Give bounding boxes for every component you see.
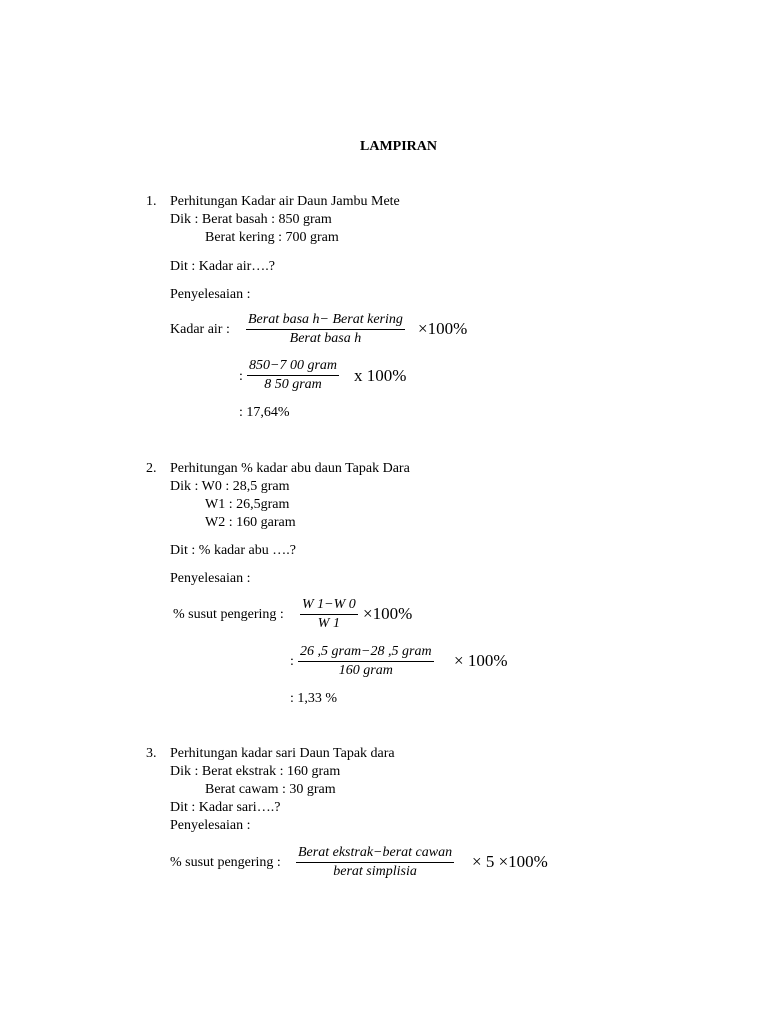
fraction-denominator: 8 50 gram: [264, 377, 322, 392]
known-line: Dik : Berat basah : 850 gram: [170, 212, 332, 227]
solution-label: Penyelesaian :: [170, 818, 251, 833]
fraction-numerator: 850−7 00 gram: [249, 358, 338, 373]
known-line: W2 : 160 garam: [205, 515, 296, 530]
fraction-formula: [296, 845, 454, 880]
fraction-denominator: Berat basa h: [289, 331, 362, 346]
multiplier: ×100%: [363, 604, 413, 623]
section-number: 2.: [146, 461, 157, 476]
multiplier: ×100%: [418, 319, 468, 338]
fraction-numerator: Berat basa h− Berat kering: [248, 312, 403, 327]
fraction-substitution: [298, 644, 434, 679]
fraction-numerator: Berat ekstrak−berat cawan: [298, 845, 453, 860]
formula-label: % susut pengering :: [173, 607, 284, 622]
known-line: Berat cawam : 30 gram: [205, 782, 336, 797]
fraction-denominator: W 1: [317, 616, 340, 631]
known-line: W1 : 26,5gram: [205, 497, 290, 512]
solution-label: Penyelesaian :: [170, 287, 251, 302]
known-line: Dik : Berat ekstrak : 160 gram: [170, 764, 341, 779]
page-title: LAMPIRAN: [360, 139, 437, 154]
multiplier: × 5 ×100%: [472, 852, 548, 871]
multiplier: x 100%: [354, 366, 407, 385]
known-line: Dik : W0 : 28,5 gram: [170, 479, 290, 494]
colon: :: [290, 654, 294, 669]
section-heading: Perhitungan % kadar abu daun Tapak Dara: [170, 461, 410, 476]
solution-label: Penyelesaian :: [170, 571, 251, 586]
section-number: 3.: [146, 746, 157, 761]
result: : 17,64%: [239, 405, 290, 420]
fraction-substitution: [247, 358, 339, 393]
fraction-formula: [246, 312, 405, 347]
section-number: 1.: [146, 194, 157, 209]
colon: :: [239, 369, 243, 384]
section-heading: Perhitungan kadar sari Daun Tapak dara: [170, 746, 395, 761]
question-line: Dit : % kadar abu ….?: [170, 543, 296, 558]
section-heading: Perhitungan Kadar air Daun Jambu Mete: [170, 194, 400, 209]
formula-label: % susut pengering :: [170, 855, 281, 870]
question-line: Dit : Kadar sari….?: [170, 800, 281, 815]
known-line: Berat kering : 700 gram: [205, 230, 339, 245]
result: : 1,33 %: [290, 691, 338, 706]
multiplier: × 100%: [454, 651, 508, 670]
fraction-numerator: 26 ,5 gram−28 ,5 gram: [300, 644, 432, 659]
fraction-numerator: W 1−W 0: [302, 597, 356, 612]
fraction-denominator: 160 gram: [338, 663, 393, 678]
formula-label: Kadar air :: [170, 322, 230, 337]
fraction-formula: [300, 597, 358, 632]
question-line: Dit : Kadar air….?: [170, 259, 275, 274]
fraction-denominator: berat simplisia: [333, 864, 417, 879]
